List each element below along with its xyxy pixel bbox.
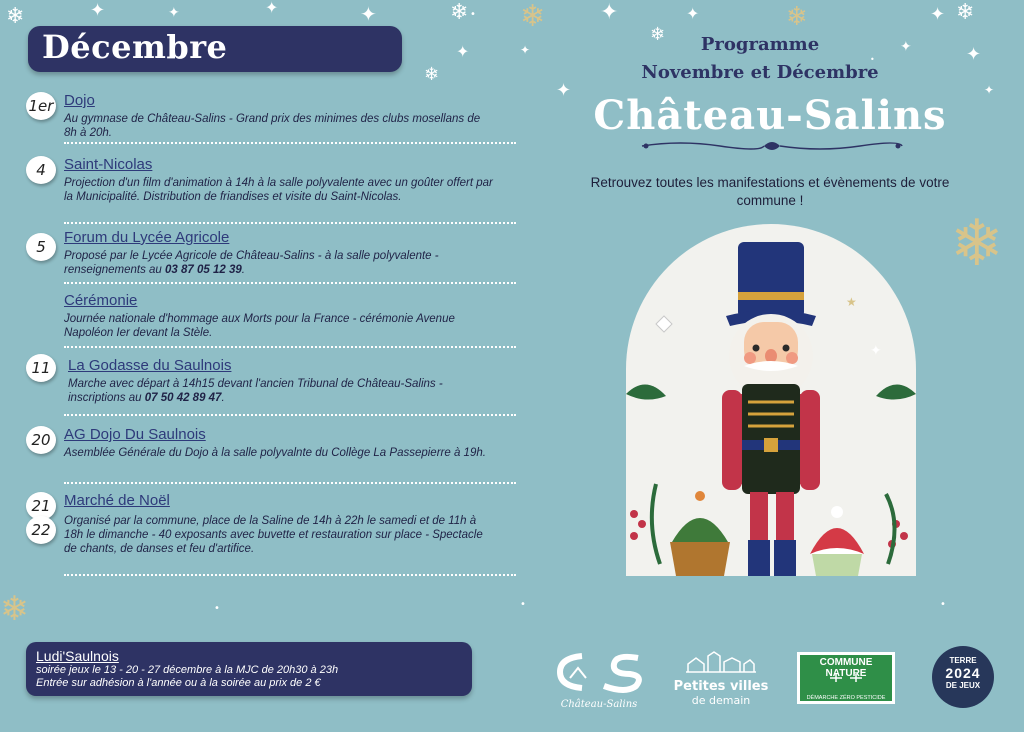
event-title[interactable]: Cérémonie [64, 292, 138, 309]
event-day-badge-2: 22 [26, 516, 56, 544]
terre-de-jeux-logo [932, 646, 994, 708]
nutcracker-illustration [626, 224, 916, 576]
petites-villes-logo [672, 650, 770, 710]
event-day-badge: 4 [26, 156, 56, 184]
dotted-separator [64, 574, 516, 576]
event-description-end: . [221, 392, 225, 404]
event-day-badge: 5 [26, 233, 56, 261]
chateau-salins-caption: Château-Salins [560, 699, 638, 710]
event-title[interactable]: Marché de Noël [64, 492, 170, 509]
ludi-line-1: soirée jeux le 13 - 20 - 27 décembre à la MJC de 20h30 à 23h [36, 664, 339, 676]
terre-de-jeux-year: 2024 [945, 665, 981, 681]
town-skyline-icon [686, 650, 756, 674]
intro-text: Retrouvez toutes les manifestations et évènements de votre commune ! [590, 175, 950, 208]
programme-subtitle: Novembre et Décembre [641, 62, 879, 83]
programme-label: Programme [700, 34, 820, 55]
event-description [64, 249, 494, 277]
town-title: Château-Salins [593, 92, 947, 139]
month-title: Décembre [42, 28, 228, 66]
commune-nature-subtitle: DÉMARCHE ZÉRO PESTICIDE [806, 695, 886, 701]
dotted-separator [64, 482, 516, 484]
event-description: Au gymnase de Château-Salins - Grand prix des minimes des clubs mosellans de 8h à 20h. [64, 113, 481, 139]
month-banner [28, 26, 402, 72]
event-description-end: . [241, 264, 245, 276]
petites-villes-subtitle: de demain [691, 694, 751, 707]
event-description-text: Marche avec départ à 14h15 devant l'ancien Tribunal de Château-Salins - inscriptions au [68, 378, 443, 404]
chateau-salins-logo [552, 648, 646, 708]
event-title[interactable]: La Godasse du Saulnois [68, 357, 232, 374]
dotted-separator [64, 222, 516, 224]
terre-de-jeux-bottom: DE JEUX [945, 681, 981, 690]
dragonfly-icon [826, 673, 866, 683]
dotted-separator [64, 414, 516, 416]
dotted-separator [64, 282, 516, 284]
dotted-separator [64, 346, 516, 348]
event-title[interactable]: AG Dojo Du Saulnois [64, 426, 206, 443]
ludi-saulnois-box [26, 642, 472, 696]
star-icon: ★ [846, 295, 857, 309]
commune-nature-title: COMMUNE NATURE [819, 657, 873, 679]
event-description: Projection d'un film d'animation à 14h à la salle polyvalente avec un goûter offert par la Municipalité. Distribution de friandises et visite du Saint-Nicolas. [64, 177, 493, 203]
event-title[interactable]: Dojo [64, 92, 95, 109]
event-day-badge: 11 [26, 354, 56, 382]
event-description-text: Proposé par le Lycée Agricole de Château-Salins - à la salle polyvalente - renseignements au [64, 250, 439, 276]
terre-de-jeux-top: TERRE [949, 656, 977, 665]
ludi-line-2: Entrée sur adhésion à l'année ou à la soirée au prix de 2 € [36, 677, 321, 689]
event-description [68, 377, 498, 405]
commune-nature-logo [797, 652, 895, 704]
event-day-badge: 20 [26, 426, 56, 454]
event-day-badge: 1er [26, 92, 56, 120]
dotted-separator [64, 142, 516, 144]
chateau-salins-logo-icon [552, 648, 646, 694]
event-phone: 03 87 05 12 39 [165, 264, 242, 276]
sparkle-icon: ✦ [870, 343, 882, 359]
event-description: Asemblée Générale du Dojo à la salle polyvalnte du Collège La Passepierre à 19h. [64, 447, 486, 459]
event-day-badge: 21 [26, 492, 56, 520]
ludi-title[interactable]: Ludi'Saulnois [36, 648, 119, 664]
petites-villes-title: Petites villes [673, 679, 769, 694]
event-description: Organisé par la commune, place de la Saline de 14h à 22h le samedi et de 11h à 18h le dimanche - 40 exposants avec buvette et restauration sur place - Spectacle de chants, de danses et feu d'artifice. [64, 515, 483, 555]
flourish-ornament [640, 138, 904, 154]
event-phone: 07 50 42 89 47 [144, 392, 222, 404]
event-description: Journée nationale d'hommage aux Morts pour la France - cérémonie Avenue Napoléon Ier devant la Stèle. [64, 313, 455, 339]
event-title[interactable]: Saint-Nicolas [64, 156, 153, 173]
nutcracker-icon [626, 224, 916, 576]
event-title[interactable]: Forum du Lycée Agricole [64, 229, 230, 246]
